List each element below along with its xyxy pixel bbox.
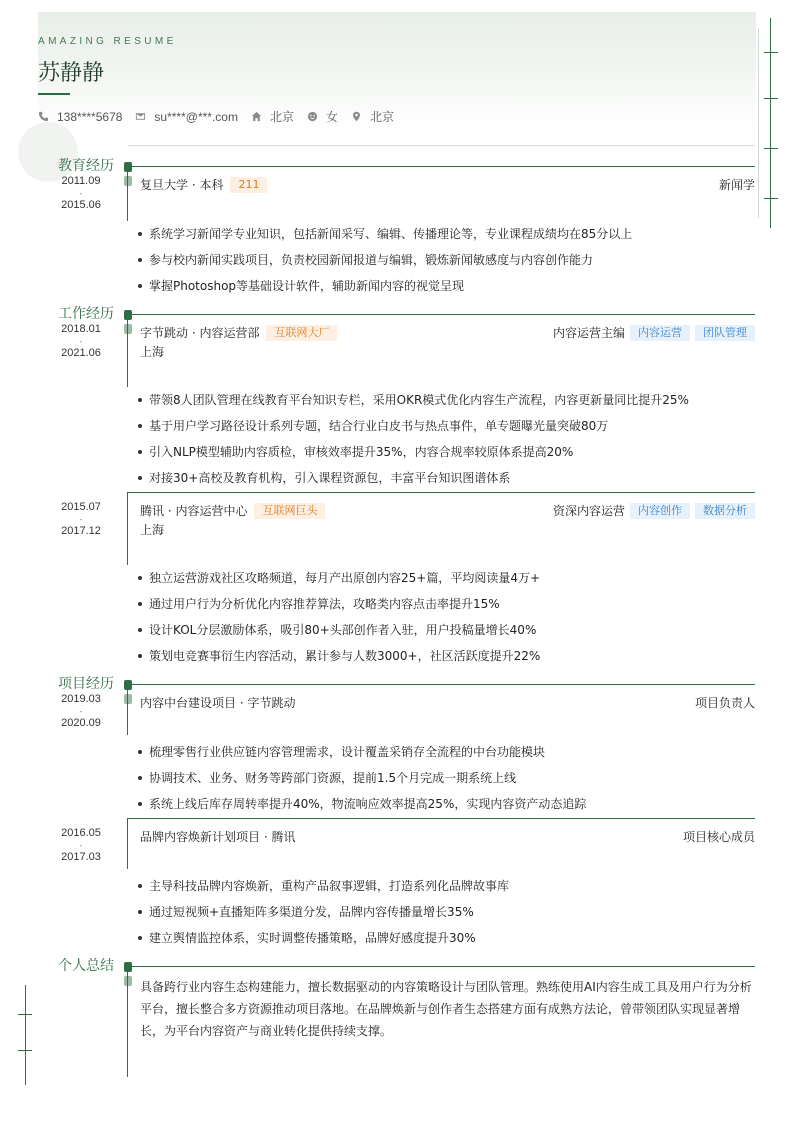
project-name: 内容中台建设项目 · 字节跳动	[140, 696, 296, 710]
list-item: 策划电竞赛事衍生内容活动，累计参与人数3000+，社区活跃度提升22%	[138, 648, 540, 674]
company-tag: 互联网大厂	[266, 325, 337, 341]
school-name: 复旦大学 · 本科	[140, 178, 224, 192]
contact-bar	[38, 108, 407, 125]
work-location: 上海	[140, 345, 165, 359]
project-name: 品牌内容焕新计划项目 · 腾讯	[140, 830, 296, 844]
entry-rule	[127, 492, 755, 493]
list-item: 引入NLP模型辅助内容质检，审核效率提升35%，内容合规率较原体系提高20%	[138, 444, 689, 470]
timeline-subnode	[124, 976, 132, 986]
company-name: 字节跳动 · 内容运营部	[140, 326, 260, 340]
skill-tag: 内容运营	[630, 325, 690, 341]
list-item: 设计KOL分层激励体系，吸引80+头部创作者入驻，用户投稿量增长40%	[138, 622, 540, 648]
list-item: 基于用户学习路径设计系列专题，结合行业白皮书与热点事件，单专题曝光量突破80万	[138, 418, 689, 444]
date-start: 2018.01	[61, 323, 101, 335]
list-item: 独立运营游戏社区攻略频道，每月产出原创内容25+篇，平均阅读量4万+	[138, 570, 540, 596]
phone-text: 138****5678	[57, 109, 123, 124]
date-end: 2015.06	[61, 199, 101, 211]
school-tag: 211	[230, 177, 267, 193]
list-item: 系统学习新闻学专业知识，包括新闻采写、编辑、传播理论等，专业课程成绩均在85分以上	[138, 226, 632, 252]
resume-eyebrow: AMAZING RESUME	[38, 36, 177, 47]
location-text: 北京	[370, 110, 395, 124]
email-text: su****@***.com	[154, 109, 238, 124]
company-tag: 互联网巨头	[254, 503, 325, 519]
section-title-work: 工作经历	[58, 306, 114, 322]
candidate-name: 苏静静	[38, 61, 105, 86]
date-separator: -	[79, 189, 83, 198]
timeline-line	[127, 688, 128, 735]
date-end: 2017.03	[61, 851, 101, 863]
section-title-summary: 个人总结	[58, 958, 114, 974]
date-start: 2015.07	[61, 501, 101, 513]
major-name: 新闻学	[718, 178, 755, 192]
work-location: 上海	[140, 523, 165, 537]
role-name: 项目核心成员	[682, 830, 755, 844]
decorative-line	[770, 18, 771, 228]
timeline-line	[127, 318, 128, 387]
summary-text: 具备跨行业内容生态构建能力，擅长数据驱动的内容策略设计与团队管理。熟练使用AI内容生成工具及用户行为分析平台，擅长整合多方资源推动项目落地。在品牌焕新与创作者生态搭建方面有成熟方法论，曾带领团队实现显著增长，为平台内容资产与商业转化提供持续支撑。	[140, 980, 752, 1038]
project-title	[140, 694, 295, 711]
mail-icon	[135, 111, 146, 122]
contact-email	[135, 110, 238, 124]
decorative-tick	[18, 1014, 32, 1015]
section-title-education: 教育经历	[58, 158, 114, 174]
contact-location	[351, 108, 394, 125]
work-bullets	[138, 570, 540, 674]
contact-phone	[38, 110, 122, 124]
decorative-tick	[764, 52, 778, 53]
education-bullets	[138, 226, 632, 304]
home-icon	[251, 111, 262, 122]
date-range	[58, 827, 104, 864]
date-range	[58, 323, 104, 360]
project-bullets	[138, 878, 509, 956]
timeline-subnode	[124, 324, 132, 334]
header-divider	[128, 145, 755, 146]
timeline-line	[127, 492, 128, 565]
role-name: 项目负责人	[694, 696, 755, 710]
list-item: 梳理零售行业供应链内容管理需求，设计覆盖采销存全流程的中台功能模块	[138, 744, 586, 770]
role-name: 资深内容运营	[552, 504, 625, 518]
list-item: 带领8人团队管理在线教育平台知识专栏，采用OKR模式优化内容生产流程，内容更新量同比提升25%	[138, 392, 689, 418]
decorative-tick	[764, 148, 778, 149]
date-start: 2019.03	[61, 693, 101, 705]
project-role	[695, 694, 755, 711]
gender-icon	[307, 111, 318, 122]
timeline-node	[124, 962, 132, 972]
work-role	[553, 502, 755, 519]
section-rule	[127, 314, 755, 315]
location-icon	[351, 111, 362, 122]
work-title	[140, 502, 325, 519]
date-separator: -	[79, 515, 83, 524]
section-rule	[127, 966, 755, 967]
list-item: 参与校内新闻实践项目，负责校园新闻报道与编辑，锻炼新闻敏感度与内容创作能力	[138, 252, 632, 278]
list-item: 协调技术、业务、财务等跨部门资源，提前1.5个月完成一期系统上线	[138, 770, 586, 796]
date-separator: -	[79, 337, 83, 346]
education-title	[140, 176, 267, 193]
home-text: 北京	[269, 110, 294, 124]
date-separator: -	[79, 841, 83, 850]
timeline-node	[124, 162, 132, 172]
skill-tag: 内容创作	[630, 503, 690, 519]
date-end: 2021.06	[61, 347, 101, 359]
timeline-node	[124, 310, 132, 320]
skill-tag: 团队管理	[695, 325, 755, 341]
work-title	[140, 324, 337, 341]
date-start: 2011.09	[61, 175, 101, 187]
section-rule	[127, 684, 755, 685]
contact-home	[251, 108, 294, 125]
project-bullets	[138, 744, 586, 822]
skill-tag: 数据分析	[695, 503, 755, 519]
section-title-projects: 项目经历	[58, 676, 114, 692]
list-item: 通过用户行为分析优化内容推荐算法，攻略类内容点击率提升15%	[138, 596, 540, 622]
list-item: 对接30+高校及教育机构，引入课程资源包，丰富平台知识图谱体系	[138, 470, 689, 496]
list-item: 建立舆情监控体系，实时调整传播策略，品牌好感度提升30%	[138, 930, 509, 956]
list-item: 系统上线后库存周转率提升40%，物流响应效率提高25%，实现内容资产动态追踪	[138, 796, 586, 822]
work-role	[553, 324, 755, 341]
gender-text: 女	[325, 110, 338, 124]
timeline-line	[127, 818, 128, 869]
decorative-line	[758, 28, 759, 218]
timeline-subnode	[124, 694, 132, 704]
list-item: 掌握Photoshop等基础设计软件，辅助新闻内容的视觉呈现	[138, 278, 632, 304]
timeline-line	[127, 170, 128, 221]
entry-rule	[127, 818, 755, 819]
date-end: 2020.09	[61, 717, 101, 729]
timeline-node	[124, 680, 132, 690]
project-role	[683, 828, 755, 845]
date-range	[58, 501, 104, 538]
company-name: 腾讯 · 内容运营中心	[140, 504, 248, 518]
date-end: 2017.12	[61, 525, 101, 537]
decorative-tick	[764, 198, 778, 199]
decorative-tick	[764, 98, 778, 99]
name-underline	[38, 93, 70, 95]
decorative-tick	[18, 1050, 32, 1051]
section-rule	[127, 166, 755, 167]
date-range	[58, 175, 104, 212]
list-item: 通过短视频+直播矩阵多渠道分发，品牌内容传播量增长35%	[138, 904, 509, 930]
list-item: 主导科技品牌内容焕新，重构产品叙事逻辑，打造系列化品牌故事库	[138, 878, 509, 904]
date-separator: -	[79, 707, 83, 716]
project-title	[140, 828, 295, 845]
timeline-subnode	[124, 176, 132, 186]
education-major	[719, 176, 755, 193]
role-name: 内容运营主编	[552, 326, 625, 340]
work-bullets	[138, 392, 689, 496]
timeline-line	[127, 970, 128, 1077]
contact-gender	[307, 108, 338, 125]
date-start: 2016.05	[61, 827, 101, 839]
phone-icon	[38, 111, 49, 122]
decorative-line	[25, 985, 26, 1085]
date-range	[58, 693, 104, 730]
